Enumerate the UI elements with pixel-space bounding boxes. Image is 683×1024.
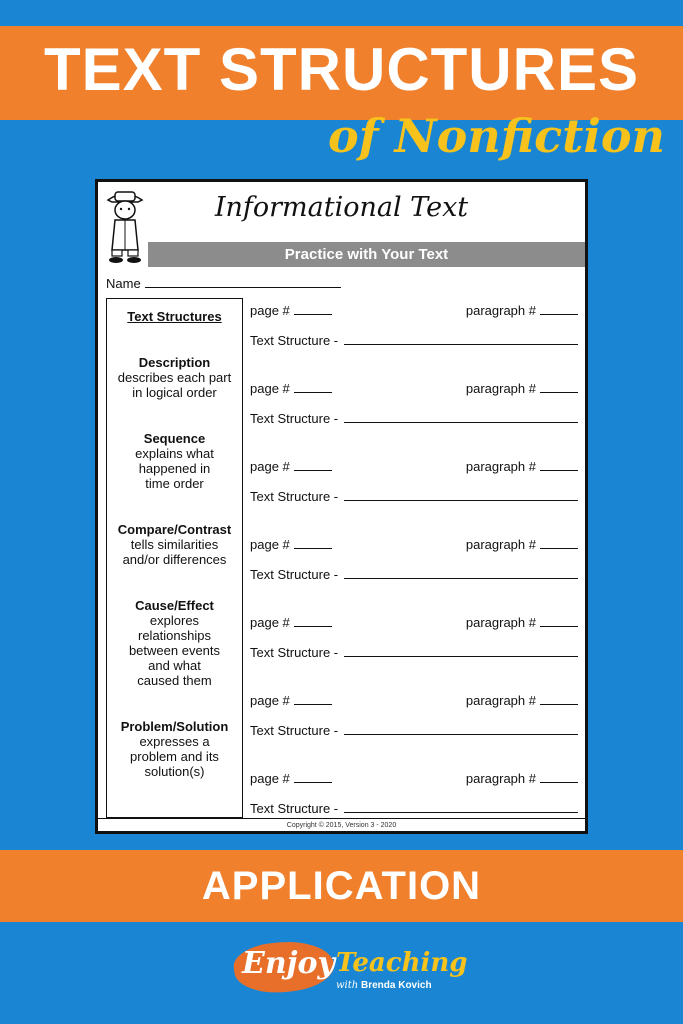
structure-problem-solution bbox=[107, 719, 242, 779]
page-label: page # bbox=[250, 615, 290, 630]
structure-title: Cause/Effect bbox=[135, 598, 214, 613]
logo-enjoy: Enjoy bbox=[242, 946, 335, 981]
structures-box bbox=[106, 298, 243, 818]
page-paragraph-row bbox=[250, 771, 578, 787]
application-banner: APPLICATION bbox=[0, 850, 683, 922]
structures-heading: Text Structures bbox=[127, 309, 222, 324]
paragraph-field[interactable] bbox=[540, 615, 578, 627]
name-field[interactable] bbox=[145, 276, 341, 288]
text-structure-row bbox=[250, 567, 578, 583]
page-field[interactable] bbox=[294, 771, 332, 783]
text-structure-field[interactable] bbox=[344, 812, 578, 813]
logo-byline bbox=[336, 980, 432, 991]
enjoy-teaching-logo bbox=[228, 940, 468, 1000]
text-structure-label: Text Structure - bbox=[250, 333, 339, 348]
structure-line: and/or differences bbox=[122, 552, 227, 567]
text-structure-row bbox=[250, 645, 578, 661]
text-structure-field[interactable] bbox=[344, 578, 578, 579]
structure-line: explores bbox=[149, 613, 200, 628]
paragraph-field[interactable] bbox=[540, 693, 578, 705]
page-label: page # bbox=[250, 303, 290, 318]
text-structure-field[interactable] bbox=[344, 500, 578, 501]
page-paragraph-row bbox=[250, 537, 578, 553]
structure-line: explains what bbox=[135, 446, 214, 461]
page-title: TEXT STRUCTURES bbox=[43, 36, 640, 103]
copyright-divider bbox=[98, 818, 585, 819]
text-structure-field[interactable] bbox=[344, 422, 578, 423]
page-paragraph-row bbox=[250, 693, 578, 709]
page-label: page # bbox=[250, 381, 290, 396]
sheet-title: Informational Text bbox=[214, 192, 469, 223]
paragraph-label: paragraph # bbox=[465, 381, 536, 396]
logo-with: with bbox=[336, 980, 359, 991]
page-field[interactable] bbox=[294, 615, 332, 627]
text-structure-label: Text Structure - bbox=[250, 645, 339, 660]
structure-line: relationships bbox=[138, 628, 211, 643]
name-label: Name bbox=[106, 276, 141, 291]
page-label: page # bbox=[250, 771, 290, 786]
paragraph-label: paragraph # bbox=[465, 771, 536, 786]
page-field[interactable] bbox=[294, 537, 332, 549]
page-paragraph-row bbox=[250, 381, 578, 397]
page-subtitle: of Nonfiction bbox=[328, 109, 665, 163]
paragraph-label: paragraph # bbox=[465, 303, 536, 318]
text-structure-row bbox=[250, 489, 578, 505]
paragraph-label: paragraph # bbox=[465, 693, 536, 708]
text-structure-row bbox=[250, 411, 578, 427]
structure-compare-contrast bbox=[107, 522, 242, 567]
structure-line: time order bbox=[145, 476, 204, 491]
structure-line: and what bbox=[148, 658, 201, 673]
paragraph-field[interactable] bbox=[540, 459, 578, 471]
structure-sequence bbox=[107, 431, 242, 491]
text-structure-field[interactable] bbox=[344, 734, 578, 735]
page-field[interactable] bbox=[294, 459, 332, 471]
page-paragraph-row bbox=[250, 459, 578, 475]
text-structure-label: Text Structure - bbox=[250, 567, 339, 582]
page-field[interactable] bbox=[294, 693, 332, 705]
text-structure-field[interactable] bbox=[344, 344, 578, 345]
practice-bar: Practice with Your Text bbox=[148, 242, 585, 267]
structure-line: expresses a bbox=[139, 734, 210, 749]
paragraph-field[interactable] bbox=[540, 303, 578, 315]
page-label: page # bbox=[250, 537, 290, 552]
worksheet bbox=[95, 179, 588, 834]
page-paragraph-row bbox=[250, 615, 578, 631]
text-structure-row bbox=[250, 801, 578, 817]
structure-line: happened in bbox=[138, 461, 211, 476]
structure-title: Problem/Solution bbox=[120, 719, 229, 734]
page-field[interactable] bbox=[294, 381, 332, 393]
structure-cause-effect bbox=[107, 598, 242, 688]
structure-line: solution(s) bbox=[144, 764, 205, 779]
structure-line: caused them bbox=[137, 673, 212, 688]
structure-line: between events bbox=[128, 643, 221, 658]
copyright: Copyright © 2015, Version 3 - 2020 bbox=[286, 822, 397, 829]
structure-title: Compare/Contrast bbox=[117, 522, 232, 537]
page-field[interactable] bbox=[294, 303, 332, 315]
structure-title: Description bbox=[138, 355, 211, 370]
structure-line: in logical order bbox=[132, 385, 217, 400]
structure-line: tells similarities bbox=[130, 537, 219, 552]
paragraph-label: paragraph # bbox=[465, 537, 536, 552]
text-structure-label: Text Structure - bbox=[250, 801, 339, 816]
paragraph-label: paragraph # bbox=[465, 615, 536, 630]
text-structure-row bbox=[250, 333, 578, 349]
paragraph-label: paragraph # bbox=[465, 459, 536, 474]
structure-line: problem and its bbox=[130, 749, 219, 764]
text-structure-row bbox=[250, 723, 578, 739]
text-structure-field[interactable] bbox=[344, 656, 578, 657]
page-label: page # bbox=[250, 459, 290, 474]
name-row bbox=[106, 276, 341, 291]
text-structure-label: Text Structure - bbox=[250, 489, 339, 504]
structure-line: describes each part bbox=[117, 370, 232, 385]
structure-description bbox=[107, 355, 242, 400]
paragraph-field[interactable] bbox=[540, 381, 578, 393]
text-structure-label: Text Structure - bbox=[250, 411, 339, 426]
structure-title: Sequence bbox=[143, 431, 206, 446]
text-structure-label: Text Structure - bbox=[250, 723, 339, 738]
page-label: page # bbox=[250, 693, 290, 708]
logo-teaching: Teaching bbox=[336, 948, 468, 978]
paragraph-field[interactable] bbox=[540, 537, 578, 549]
logo-author: Brenda Kovich bbox=[361, 980, 432, 991]
page-paragraph-row bbox=[250, 303, 578, 319]
paragraph-field[interactable] bbox=[540, 771, 578, 783]
